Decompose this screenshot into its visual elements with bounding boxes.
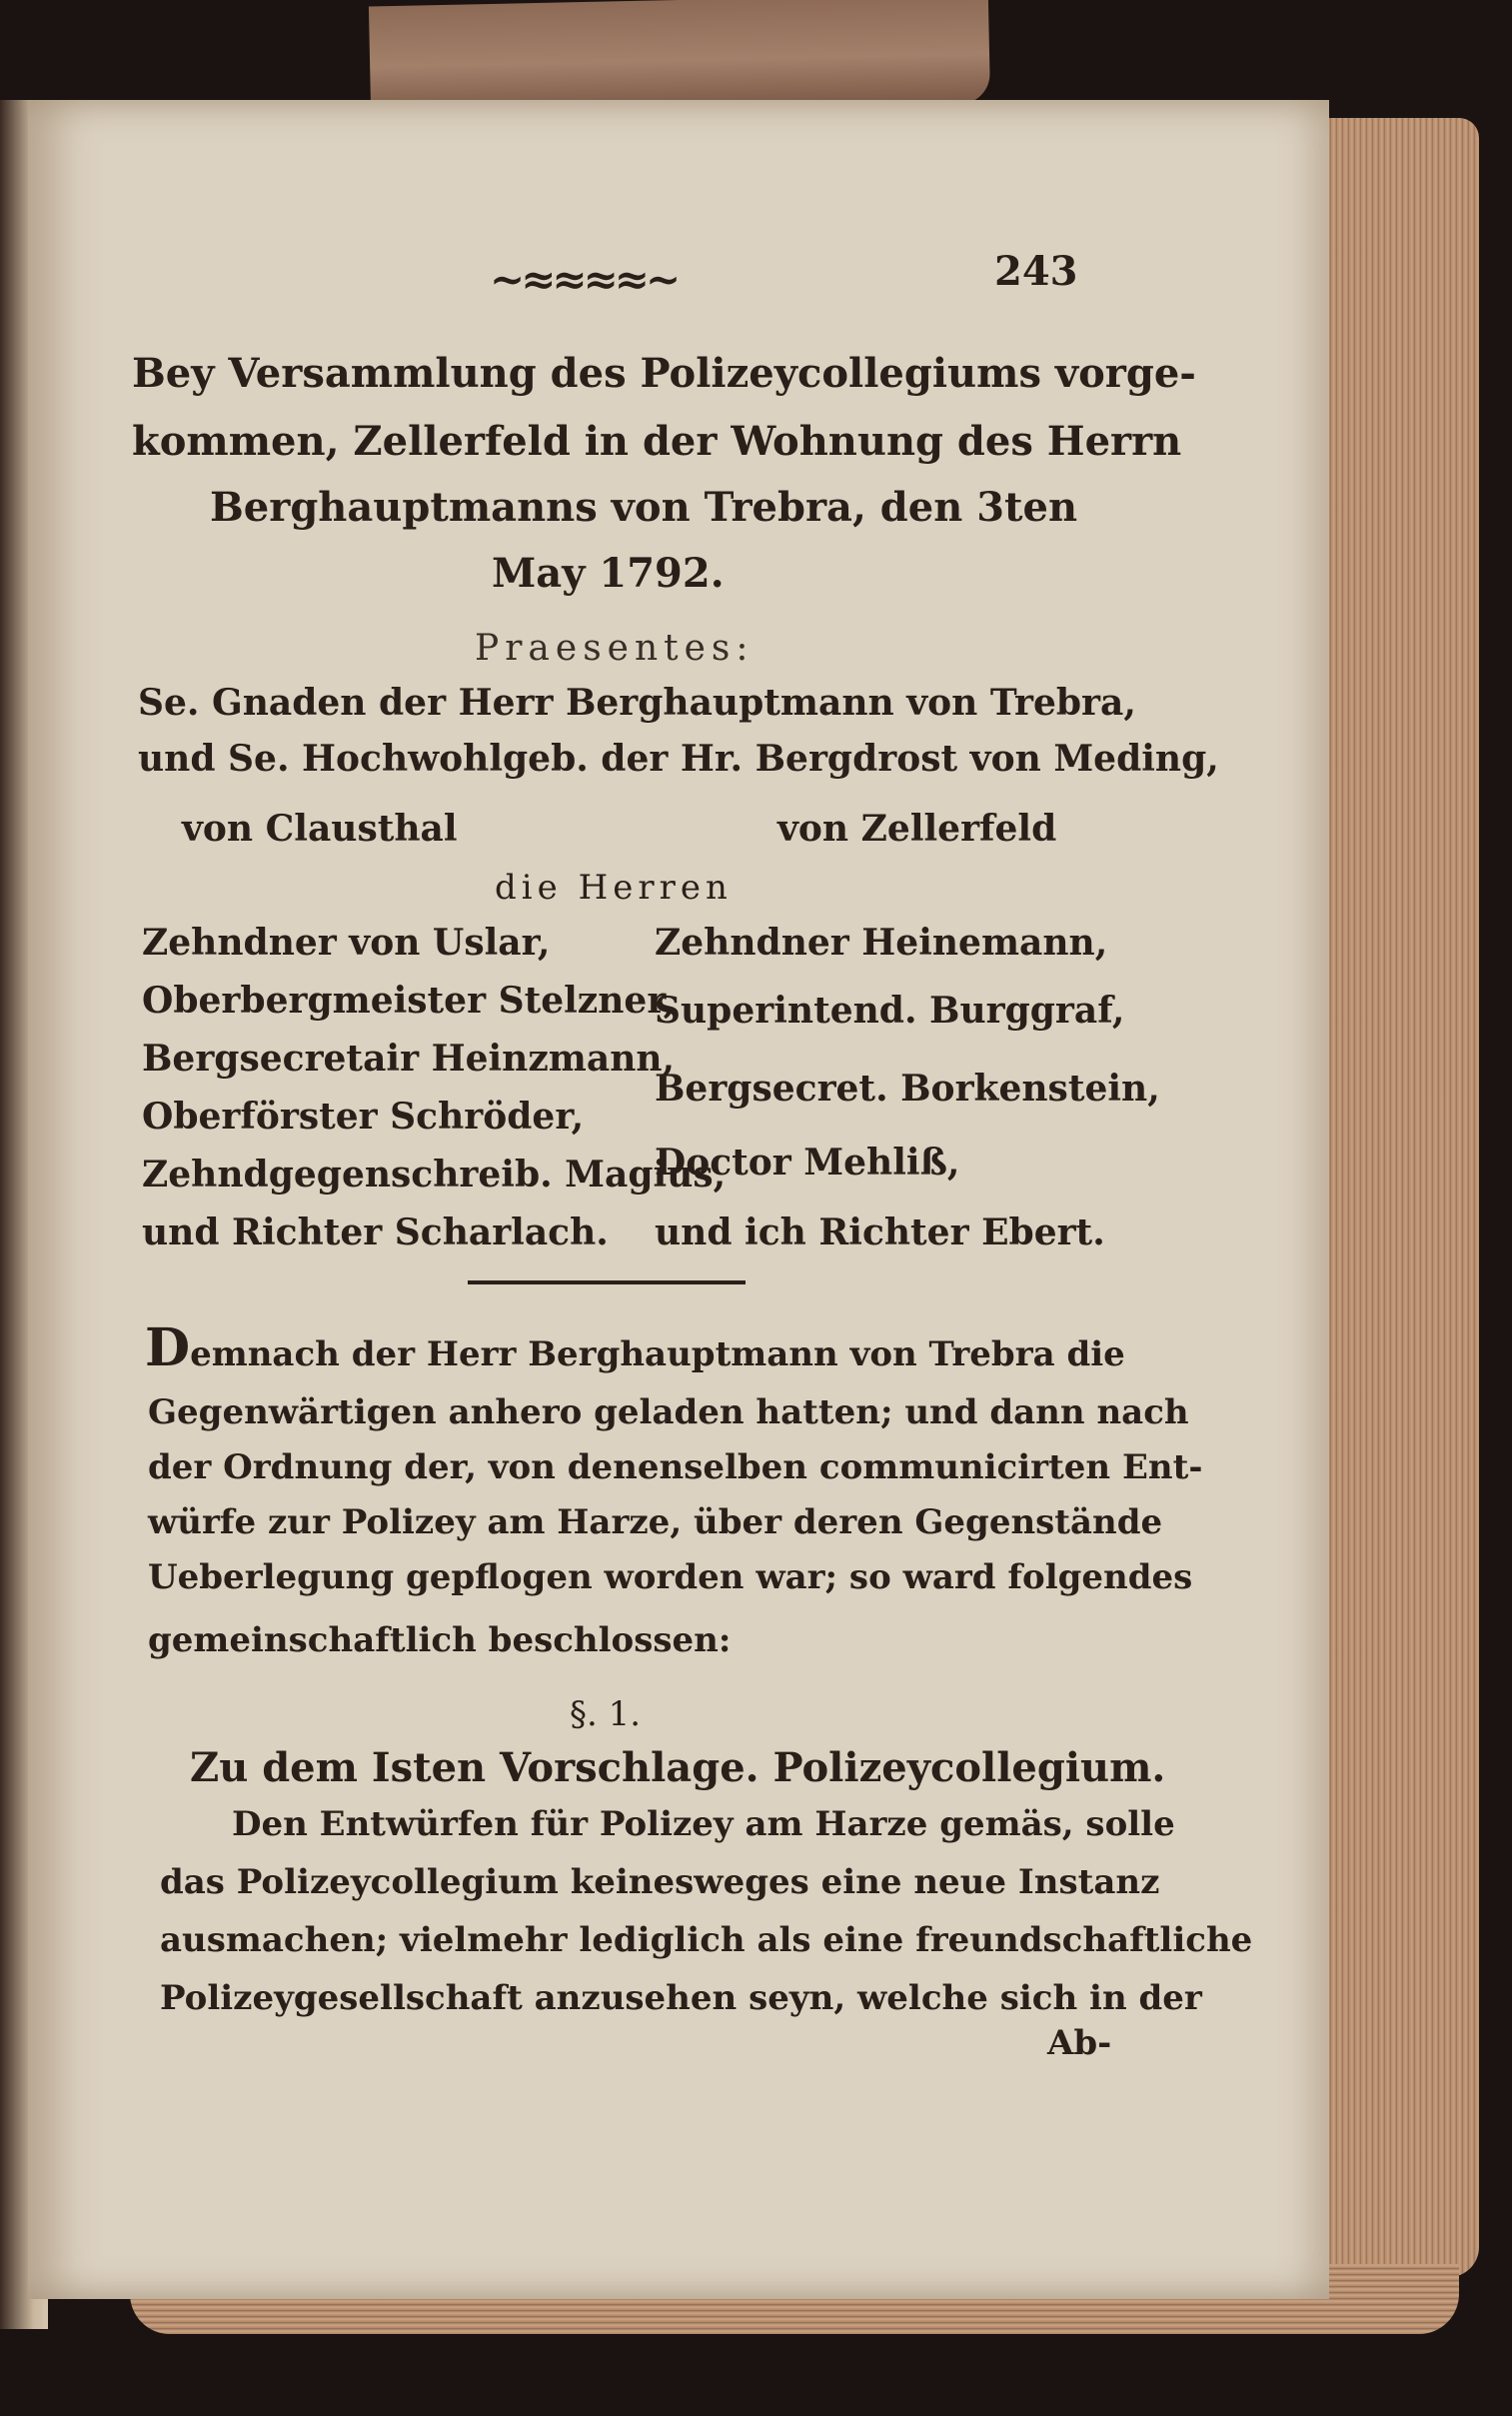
paragraph2-line-2: das Polizeycollegium keinesweges eine neue Instanz: [160, 1862, 1160, 1902]
attendee-line-1: Se. Gnaden der Herr Berghauptmann von Trebra,: [138, 682, 1136, 724]
paragraph1-line-4: würfe zur Polizey am Harze, über deren Gegenstände: [148, 1502, 1163, 1542]
attendee-line-2: und Se. Hochwohlgeb. der Hr. Bergdrost von Meding,: [138, 738, 1219, 780]
paragraph1-line-1-text: emnach der Herr Berghauptmann von Trebra die: [190, 1334, 1125, 1374]
catchword: Ab-: [1047, 2023, 1112, 2063]
page-number: 243: [994, 248, 1078, 295]
column-heading-zellerfeld: von Zellerfeld: [777, 808, 1057, 850]
section-number: §. 1.: [570, 1694, 642, 1734]
paragraph2-line-1: Den Entwürfen für Polizey am Harze gemäs, solle: [232, 1804, 1175, 1844]
paragraph1-line-6: gemeinschaftlich beschlossen:: [148, 1620, 732, 1660]
title-line-4: May 1792.: [492, 550, 725, 597]
praesentes-heading: Praesentes:: [475, 628, 755, 669]
attendee-left-5: Zehndgegenschreib. Magius,: [142, 1154, 727, 1196]
header-ornament: ~≈≈≈≈~: [490, 255, 678, 304]
section-divider: [468, 1280, 746, 1284]
title-line-3: Berghauptmanns von Trebra, den 3ten: [210, 484, 1078, 531]
paragraph1-line-3: der Ordnung der, von denenselben communicirten Ent-: [148, 1447, 1203, 1487]
attendee-left-4: Oberförster Schröder,: [142, 1096, 585, 1138]
attendee-right-4: Doctor Mehliß,: [655, 1142, 960, 1184]
binding-tape: [369, 0, 990, 116]
drop-initial: D: [145, 1317, 191, 1378]
paragraph1-line-5: Ueberlegung gepflogen worden war; so ward folgendes: [148, 1557, 1193, 1597]
attendee-left-2: Oberbergmeister Stelzner,: [142, 980, 677, 1022]
attendee-right-2: Superintend. Burggraf,: [655, 990, 1125, 1032]
attendee-right-1: Zehndner Heinemann,: [655, 922, 1108, 964]
paragraph2-line-3: ausmachen; vielmehr lediglich als eine freundschaftliche: [160, 1920, 1253, 1960]
title-line-1: Bey Versammlung des Polizeycollegiums vorge-: [132, 350, 1196, 397]
title-line-2: kommen, Zellerfeld in der Wohnung des Herrn: [132, 418, 1182, 465]
attendee-left-1: Zehndner von Uslar,: [142, 922, 551, 964]
paragraph1-line-2: Gegenwärtigen anhero geladen hatten; und dann nach: [148, 1392, 1189, 1432]
attendee-left-6: und Richter Scharlach.: [142, 1211, 609, 1253]
attendee-left-3: Bergsecretair Heinzmann,: [142, 1038, 676, 1080]
section-heading: Zu dem Isten Vorschlage. Polizeycollegium.: [190, 1744, 1166, 1791]
paragraph1-line-1: [145, 1317, 1125, 1378]
paragraph2-line-4: Polizeygesellschaft anzusehen seyn, welche sich in der: [160, 1978, 1202, 2018]
column-heading-clausthal: von Clausthal: [182, 808, 458, 850]
attendee-right-3: Bergsecret. Borkenstein,: [655, 1068, 1160, 1110]
page-block-right: [1319, 118, 1479, 2277]
die-herren: die Herren: [495, 868, 733, 908]
attendee-right-5: und ich Richter Ebert.: [655, 1211, 1105, 1253]
